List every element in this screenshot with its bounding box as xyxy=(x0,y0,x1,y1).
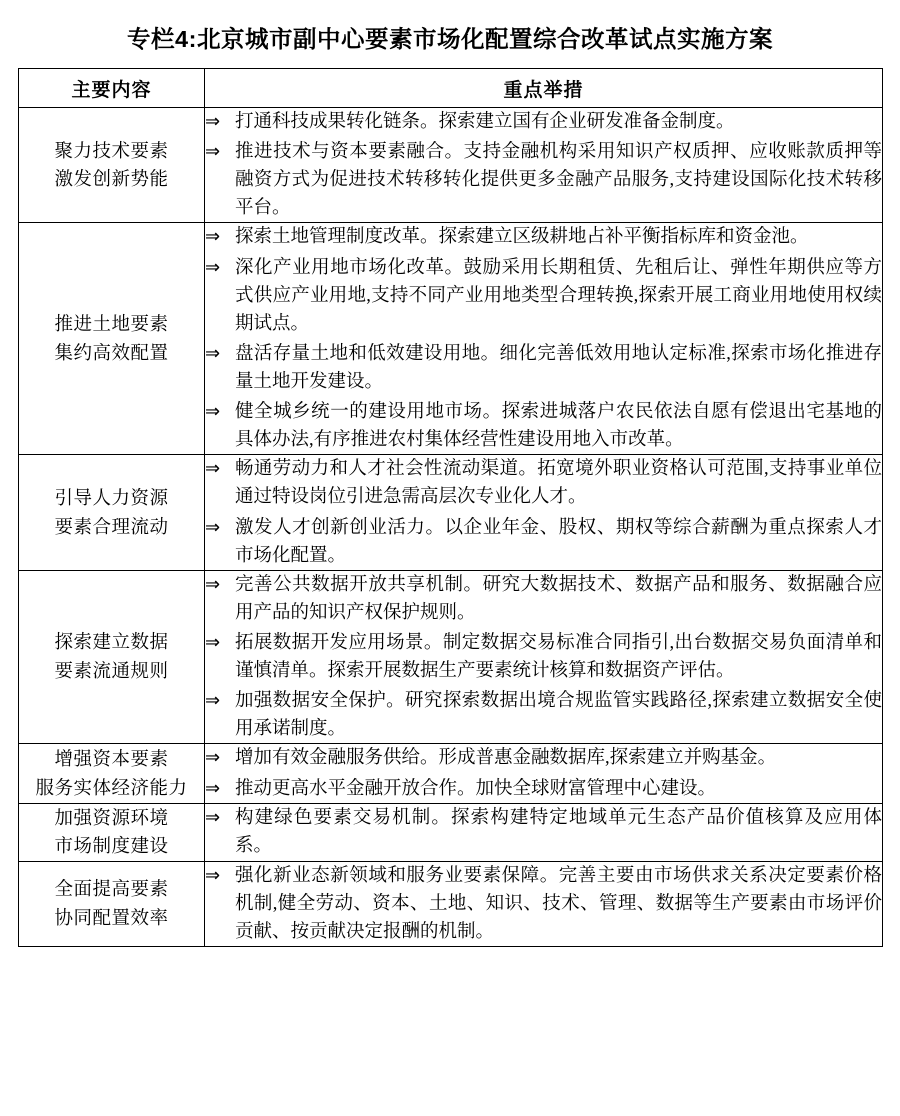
table-row xyxy=(19,108,883,223)
measure-text: 探索土地管理制度改革。探索建立区级耕地占补平衡指标库和资金池。 xyxy=(235,227,809,248)
row-topic xyxy=(19,744,205,803)
arrow-right-icon: ⇒ xyxy=(205,807,221,829)
row-topic xyxy=(19,803,205,861)
table-row xyxy=(19,803,883,861)
measure-item xyxy=(205,629,882,685)
measure-text: 盘活存量土地和低效建设用地。细化完善低效用地认定标准,探索市场化推进存量土地开发建设。 xyxy=(235,343,882,392)
measure-list xyxy=(205,571,882,744)
row-topic-line: 引导人力资源 xyxy=(54,486,169,508)
arrow-right-icon: ⇒ xyxy=(205,111,221,132)
measure-item xyxy=(205,138,882,222)
row-topic-line: 集约高效配置 xyxy=(54,341,169,363)
measure-list xyxy=(205,804,882,860)
measure-text: 深化产业用地市场化改革。鼓励采用长期租赁、先租后让、弹性年期供应等方式供应产业用地,支持不同产业用地类型合理转换,探索开展工商业用地使用权续期试点。 xyxy=(235,257,882,334)
row-topic xyxy=(19,570,205,744)
table-row xyxy=(19,455,883,570)
table-row xyxy=(19,861,883,946)
measure-list xyxy=(205,744,882,802)
row-topic xyxy=(19,861,205,946)
measure-item xyxy=(205,514,882,570)
measure-item xyxy=(205,775,882,803)
measure-text: 强化新业态新领域和服务业要素保障。完善主要由市场供求关系决定要素价格机制,健全劳动、资本、土地、知识、技术、管理、数据等生产要素由市场评价贡献、按贡献决定报酬的机制。 xyxy=(235,865,882,943)
measure-list xyxy=(205,108,882,222)
arrow-right-icon: ⇒ xyxy=(205,747,221,769)
arrow-right-icon: ⇒ xyxy=(205,141,221,163)
measure-text: 畅通劳动力和人才社会性流动渠道。拓宽境外职业资格认可范围,支持事业单位通过特设岗位引进急需高层次专业化人才。 xyxy=(235,459,882,508)
arrow-right-icon: ⇒ xyxy=(205,573,221,595)
measure-item xyxy=(205,340,882,396)
row-measures xyxy=(205,803,883,861)
measure-item xyxy=(205,687,882,743)
row-topic-line: 要素流通规则 xyxy=(54,660,169,682)
page-title: 专栏4:北京城市副中心要素市场化配置综合改革试点实施方案 xyxy=(127,26,773,52)
arrow-right-icon: ⇒ xyxy=(205,401,221,423)
measure-item xyxy=(205,571,882,627)
table-body xyxy=(19,108,883,947)
row-topic-line: 要素合理流动 xyxy=(54,515,169,537)
row-topic-line: 激发创新势能 xyxy=(54,168,169,190)
measure-item xyxy=(205,862,882,946)
measure-item xyxy=(205,398,882,454)
table-header-row xyxy=(19,69,883,108)
arrow-right-icon: ⇒ xyxy=(205,226,221,248)
arrow-right-icon: ⇒ xyxy=(205,342,221,364)
measure-item xyxy=(205,455,882,511)
arrow-right-icon: ⇒ xyxy=(205,516,221,538)
arrow-right-icon: ⇒ xyxy=(205,777,221,799)
row-topic-line: 聚力技术要素 xyxy=(54,139,169,161)
measure-text: 推进技术与资本要素融合。支持金融机构采用知识产权质押、应收账款质押等融资方式为促进技术转移转化提供更多金融产品服务,支持建设国际化技术转移平台。 xyxy=(235,142,882,219)
measure-text: 加强数据安全保护。研究探索数据出境合规监管实践路径,探索建立数据安全使用承诺制度。 xyxy=(235,691,882,740)
row-measures xyxy=(205,744,883,803)
row-topic xyxy=(19,108,205,223)
row-measures xyxy=(205,861,883,946)
row-topic-line: 全面提高要素 xyxy=(54,878,169,900)
measure-item xyxy=(205,108,882,136)
row-measures xyxy=(205,570,883,744)
table-header xyxy=(19,69,883,108)
arrow-right-icon: ⇒ xyxy=(205,256,221,278)
row-topic xyxy=(19,223,205,455)
measure-list xyxy=(205,223,882,454)
measure-item xyxy=(205,744,882,772)
measure-item xyxy=(205,804,882,860)
arrow-right-icon: ⇒ xyxy=(205,458,221,480)
measure-list xyxy=(205,862,882,946)
row-topic-line: 加强资源环境 xyxy=(54,806,169,828)
row-topic xyxy=(19,455,205,570)
table-row xyxy=(19,744,883,803)
measure-text: 构建绿色要素交易机制。探索构建特定地域单元生态产品价值核算及应用体系。 xyxy=(235,808,882,857)
row-topic-line: 增强资本要素 xyxy=(54,747,169,769)
measure-item xyxy=(205,223,882,251)
row-measures xyxy=(205,455,883,570)
arrow-right-icon: ⇒ xyxy=(205,631,221,653)
measure-text: 打通科技成果转化链条。探索建立国有企业研发准备金制度。 xyxy=(235,112,735,132)
table-row xyxy=(19,570,883,744)
measure-item xyxy=(205,254,882,338)
measure-text: 健全城乡统一的建设用地市场。探索进城落户农民依法自愿有偿退出宅基地的具体办法,有序推进农村集体经营性建设用地入市改革。 xyxy=(235,402,882,451)
row-measures xyxy=(205,108,883,223)
row-topic-line: 服务实体经济能力 xyxy=(35,776,188,798)
measure-text: 激发人才创新创业活力。以企业年金、股权、期权等综合薪酬为重点探索人才市场化配置。 xyxy=(235,517,882,566)
row-topic-line: 市场制度建设 xyxy=(54,835,169,857)
measure-text: 推动更高水平金融开放合作。加快全球财富管理中心建设。 xyxy=(235,778,717,799)
measure-text: 增加有效金融服务供给。形成普惠金融数据库,探索建立并购基金。 xyxy=(235,748,777,769)
row-topic-line: 推进土地要素 xyxy=(54,313,169,335)
column-header-topic: 主要内容 xyxy=(19,69,205,108)
measure-text: 拓展数据开发应用场景。制定数据交易标准合同指引,出台数据交易负面清单和谨慎清单。探索开展数据生产要素统计核算和数据资产评估。 xyxy=(235,632,882,682)
arrow-right-icon: ⇒ xyxy=(205,864,221,886)
table-row xyxy=(19,223,883,455)
column-header-measures: 重点举措 xyxy=(205,69,883,108)
row-topic-line: 探索建立数据 xyxy=(54,631,169,653)
reform-plan-table xyxy=(18,68,883,947)
row-measures xyxy=(205,223,883,455)
measure-text: 完善公共数据开放共享机制。研究大数据技术、数据产品和服务、数据融合应用产品的知识产权保护规则。 xyxy=(235,574,882,623)
measure-list xyxy=(205,455,882,569)
row-topic-line: 协同配置效率 xyxy=(54,907,169,929)
arrow-right-icon: ⇒ xyxy=(205,690,221,712)
